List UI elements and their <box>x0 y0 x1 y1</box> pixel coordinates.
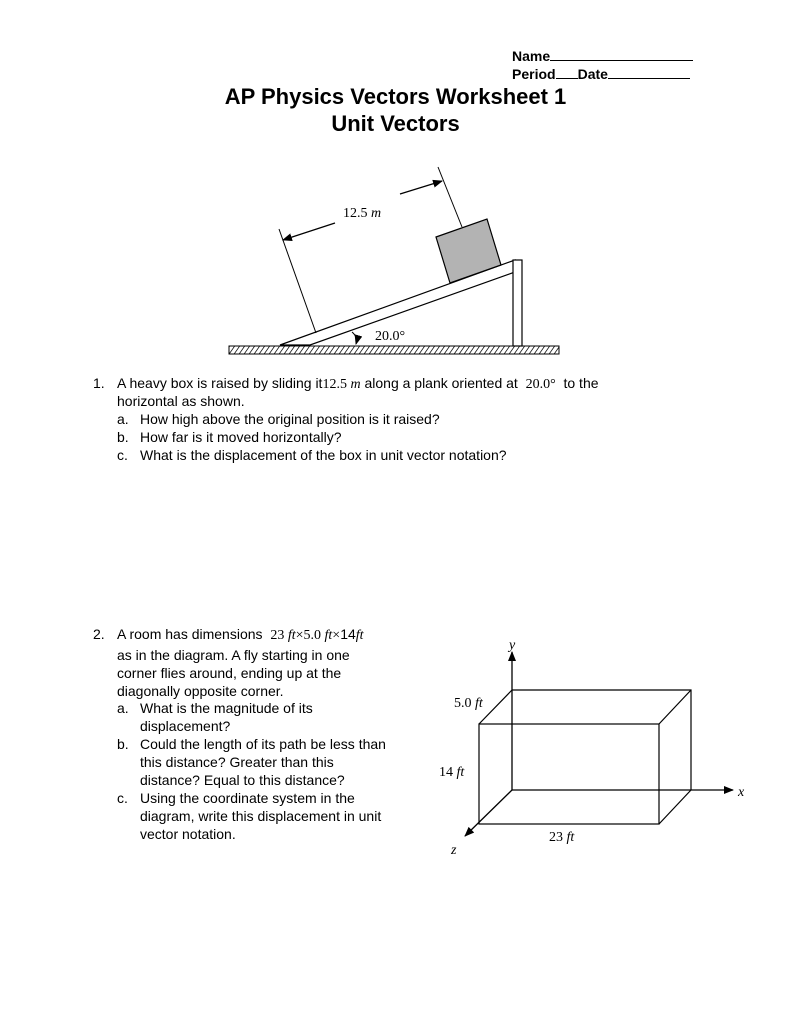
front-face <box>479 724 659 824</box>
problem2-part-b-letter: b. <box>117 736 129 752</box>
extension-line-end <box>438 167 462 227</box>
problem2-number: 2. <box>93 626 105 642</box>
period-label: Period <box>512 66 556 82</box>
problem2-dimensions: 23 ft×5.0 ft× <box>270 628 341 643</box>
problem2-text-a: A room has dimensions <box>117 626 263 642</box>
name-label: Name <box>512 48 551 64</box>
problem2-part-b-line3: distance? Equal to this distance? <box>140 772 345 788</box>
problem1-part-c-letter: c. <box>117 447 128 463</box>
angle-label: 20.0° <box>375 329 406 344</box>
date-label: Date <box>577 66 608 82</box>
figure1-incline <box>229 167 559 354</box>
dimension-arrow-left <box>283 223 335 240</box>
dimension-arrow-right <box>400 181 442 194</box>
edge-top-right <box>659 690 691 724</box>
problem2-part-b-line2: this distance? Greater than this <box>140 754 334 770</box>
angle-arc <box>352 332 357 344</box>
problem1-line1 <box>117 374 599 394</box>
problem2-part-c-line3: vector notation. <box>140 826 236 842</box>
problem1-number: 1. <box>93 375 105 391</box>
z-axis <box>465 790 512 836</box>
problem1-text-c: to the <box>563 375 599 391</box>
problem2-line4: diagonally opposite corner. <box>117 683 284 699</box>
page-title: AP Physics Vectors Worksheet 1 <box>224 84 567 109</box>
length-label: 12.5 m <box>343 206 382 221</box>
problem1-part-a-letter: a. <box>117 411 129 427</box>
problem1-line2: horizontal as shown. <box>117 393 245 409</box>
problem2-line2: as in the diagram. A fly starting in one <box>117 647 350 663</box>
problem2-line3: corner flies around, ending up at the <box>117 665 342 681</box>
problem2-part-c-letter: c. <box>117 790 128 806</box>
y-axis-label: y <box>509 638 516 653</box>
problem2-line1 <box>117 625 364 645</box>
problem2-part-c-line2: diagram, write this displacement in unit <box>140 808 382 824</box>
back-edges <box>512 690 691 790</box>
page-subtitle: Unit Vectors <box>331 111 460 136</box>
ground-hatched <box>229 346 559 354</box>
edge-bottom-right <box>659 790 691 824</box>
z-axis-label: z <box>451 843 457 858</box>
support-post <box>513 260 522 346</box>
x-axis-label: x <box>738 785 745 800</box>
problem1-part-c: What is the displacement of the box in unit vector notation? <box>140 447 507 463</box>
problem2-dim3-unit: ft <box>355 628 364 643</box>
depth-label: 14 ft <box>439 765 465 780</box>
problem2-part-a-line2: displacement? <box>140 718 231 734</box>
problem1-part-b: How far is it moved horizontally? <box>140 429 342 445</box>
problem2-part-a-letter: a. <box>117 700 129 716</box>
figure2-room <box>439 638 745 858</box>
width-label: 23 ft <box>549 830 575 845</box>
problem2-part-b-line1: Could the length of its path be less than <box>140 736 386 752</box>
problem1-angle: 20.0° <box>525 377 556 392</box>
problem1-text-a: A heavy box is raised by sliding it <box>117 375 323 391</box>
problem1-distance: 12.5 m <box>322 377 361 392</box>
problem1-part-a: How high above the original position is it raised? <box>140 411 440 427</box>
extension-line-start <box>279 229 316 333</box>
problem2-part-a-line1: What is the magnitude of its <box>140 700 313 716</box>
problem1-part-b-letter: b. <box>117 429 129 445</box>
edge-top-left <box>479 690 512 724</box>
problem2-dim3-value: 14 <box>340 626 356 642</box>
problem1-text-b: along a plank oriented at <box>364 375 518 391</box>
problem2-part-c-line1: Using the coordinate system in the <box>140 790 355 806</box>
height-label: 5.0 ft <box>454 696 483 711</box>
